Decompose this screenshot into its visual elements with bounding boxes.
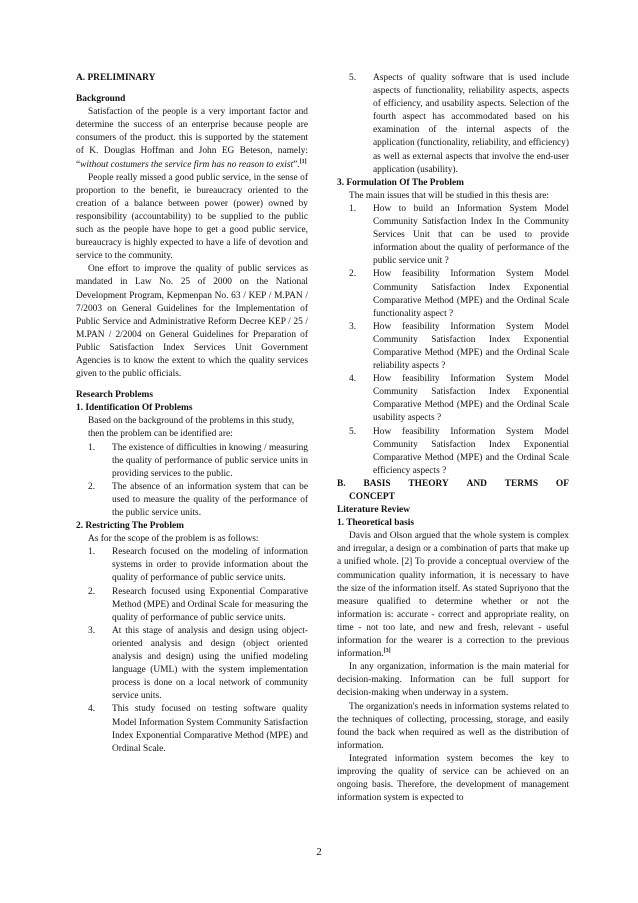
list-number: 3. [349, 321, 357, 332]
formulation-heading: 3. Formulation Of The Problem [337, 177, 464, 188]
list-item [349, 321, 569, 373]
list-item [88, 586, 308, 625]
background-paragraph-3: One effort to improve the quality of public services as mandated in Law No. 25 of 2000 on the National Development Program, Kepmenpan No. 63 / KEP / M.PAN / 7/2003 on General Guidelines for the Implementation of Public Service and Administrative Reform Decree KEP / 25 / M.PAN / 2/2004 on General Guidelines for Preparation of Public Satisfaction Index Services Unit Government Agencies is to know the extent to which the quality services given to the public officials. [76, 264, 308, 380]
section-b-word: B. [337, 478, 346, 489]
list-item [88, 703, 308, 755]
list-number: 1. [349, 203, 357, 214]
theoretical-basis-heading: 1. Theoretical basis [337, 518, 414, 529]
list-item-text: How to build an Information System Model Community Satisfaction Index In the Community Services Unit that can be used to provide information about the quality of performance of the public service unit ? [373, 203, 569, 267]
list-item-text: This study focused on testing software quality Model Information System Community Satisfaction Index Exponential Comparative Method (MPE) and Ordinal Scale. [112, 704, 308, 754]
list-item-text: How feasibility Information System Model Community Satisfaction Index Exponential Comparative Method (MPE) and the Ordinal Scale usability aspects ? [373, 374, 569, 424]
background-p1-text-b: ”. [293, 159, 300, 170]
list-item [349, 373, 569, 425]
list-number: 4. [88, 704, 96, 715]
list-item [349, 426, 569, 478]
left-column [76, 72, 308, 756]
list-item-text: Research focused using Exponential Comparative Method (MPE) and Ordinal Scale for measuring the quality of performance of public service units. [112, 586, 308, 623]
list-item-text: The existence of difficulties in knowing / measuring the quality of performance of public service units in providing services to the public. [112, 442, 308, 479]
list-item-text: At this stage of analysis and design using object-oriented analysis and design (object oriented analysis and design) using the unified modeling language (UML) with the system implementation process is done on a local network of community service units. [112, 625, 308, 702]
theory-p1-text: Davis and Olson argued that the whole system is complex and irregular, a design or a combination of parts that make up a unified whole. [2] To provide a conceptual overview of the communication quality information, it is necessary to have the size of the information itself. As stated Supriyono that the measure qualified to determine whether or not the information is: accurate - correct and appropriate reality, on time - not too late, and new and fresh, relevant - useful information for the wearer is a correction to the previous information. [337, 531, 569, 660]
list-number: 4. [349, 374, 357, 385]
background-p1-text-a: Satisfaction of the people is a very important factor and determine the success of an enterprise because people are consumers of the product. this is supported by the statement of K. Douglas Hoffman and John EG Beteson, namely: “ [76, 107, 308, 170]
section-b-word: TERMS [504, 478, 539, 489]
list-number: 2. [349, 269, 357, 280]
citation-ref: [3] [383, 648, 391, 654]
identification-lead: Based on the background of the problems in this study, then the problem can be identified are: [88, 416, 295, 440]
list-item-text: How feasibility Information System Model Community Satisfaction Index Exponential Comparative Method (MPE) and the Ordinal Scale reliability aspects ? [373, 321, 569, 372]
page-number: 2 [316, 846, 322, 858]
background-paragraph-1 [76, 106, 308, 171]
list-number: 1. [88, 442, 96, 453]
identification-list [76, 442, 308, 521]
restricting-lead: As for the scope of the problem is as follows: [88, 534, 259, 545]
section-b-word: OF [555, 478, 569, 489]
section-b-word: BASIS [363, 478, 391, 489]
restricting-heading: 2. Restricting The Problem [76, 521, 184, 532]
literature-review-heading: Literature Review [337, 505, 410, 516]
formulation-lead: The main issues that will be studied in this thesis are: [349, 190, 549, 201]
theory-paragraph-4: Integrated information system becomes the key to improving the quality of service can be achieved on an ongoing basis. Therefore, the development of management information system is expected to [337, 753, 569, 804]
list-number: 5. [349, 426, 357, 437]
list-number: 1. [88, 547, 96, 558]
list-item-text: Aspects of quality software that is used include aspects of functionality, reliability aspects, aspects of efficiency, and usability aspects. Selection of the fourth aspect has accommodated based on his examination of the internal aspects of the application (functionality, reliability, and efficiency) as well as external aspects that involve the end-user application (usability). [373, 73, 569, 175]
restricting-list [76, 546, 308, 756]
formulation-list [337, 203, 569, 478]
list-item-text: How feasibility Information System Model Community Satisfaction Index Exponential Comparative Method (MPE) and the Ordinal Scale functionality aspect ? [373, 269, 569, 319]
list-item-text: How feasibility Information System Model Community Satisfaction Index Exponential Comparative Method (MPE) and the Ordinal Scale efficiency aspects ? [373, 426, 569, 476]
list-number: 2. [88, 481, 96, 492]
list-item [88, 546, 308, 585]
background-quote: without costumers the service firm has no reason to exist [80, 159, 294, 170]
list-item [88, 481, 308, 520]
section-b-word: THEORY [408, 478, 449, 489]
theory-paragraph-1 [337, 530, 569, 661]
identification-heading: 1. Identification Of Problems [76, 403, 193, 414]
right-column [337, 72, 569, 805]
theory-paragraph-2: In any organization, information is the main material for decision-making. Information can be full support for decision-making when underway in a system. [337, 662, 569, 699]
list-item [349, 203, 569, 268]
list-item [349, 268, 569, 320]
background-paragraph-2: People really missed a good public service, in the sense of proportion to the benefit, ie bureaucracy oriented to the creation of a balance between power (power) owned by responsibility (accountability) to be supplied to the public such as the people have hope to get a good public service, bureaucracy is highly expected to have a life of devotion and service to the community. [76, 172, 308, 262]
list-number: 5. [349, 73, 357, 83]
citation-ref: [1] [299, 158, 307, 165]
section-a-heading: A. PRELIMINARY [76, 73, 156, 83]
restricting-list-continued [337, 72, 569, 177]
list-item-text: The absence of an information system that can be used to measure the quality of the performance of the public service units. [112, 481, 308, 518]
background-heading: Background [76, 94, 126, 105]
list-number: 2. [88, 586, 96, 597]
list-item [349, 72, 569, 177]
list-number: 3. [88, 625, 96, 636]
list-item [88, 625, 308, 704]
research-problems-heading: Research Problems [76, 390, 153, 401]
list-item-text: Research focused on the modeling of information systems in order to provide information about the quality of performance of public service units. [112, 547, 308, 584]
section-b-word: AND [466, 478, 487, 489]
section-b-heading-continued: CONCEPT [349, 492, 395, 502]
list-item [88, 442, 308, 481]
section-b-heading [337, 478, 569, 491]
theory-paragraph-3: The organization's needs in information systems related to the techniques of collecting, processing, storage, and easily found the back when required as well as the distribution of information. [337, 701, 569, 751]
